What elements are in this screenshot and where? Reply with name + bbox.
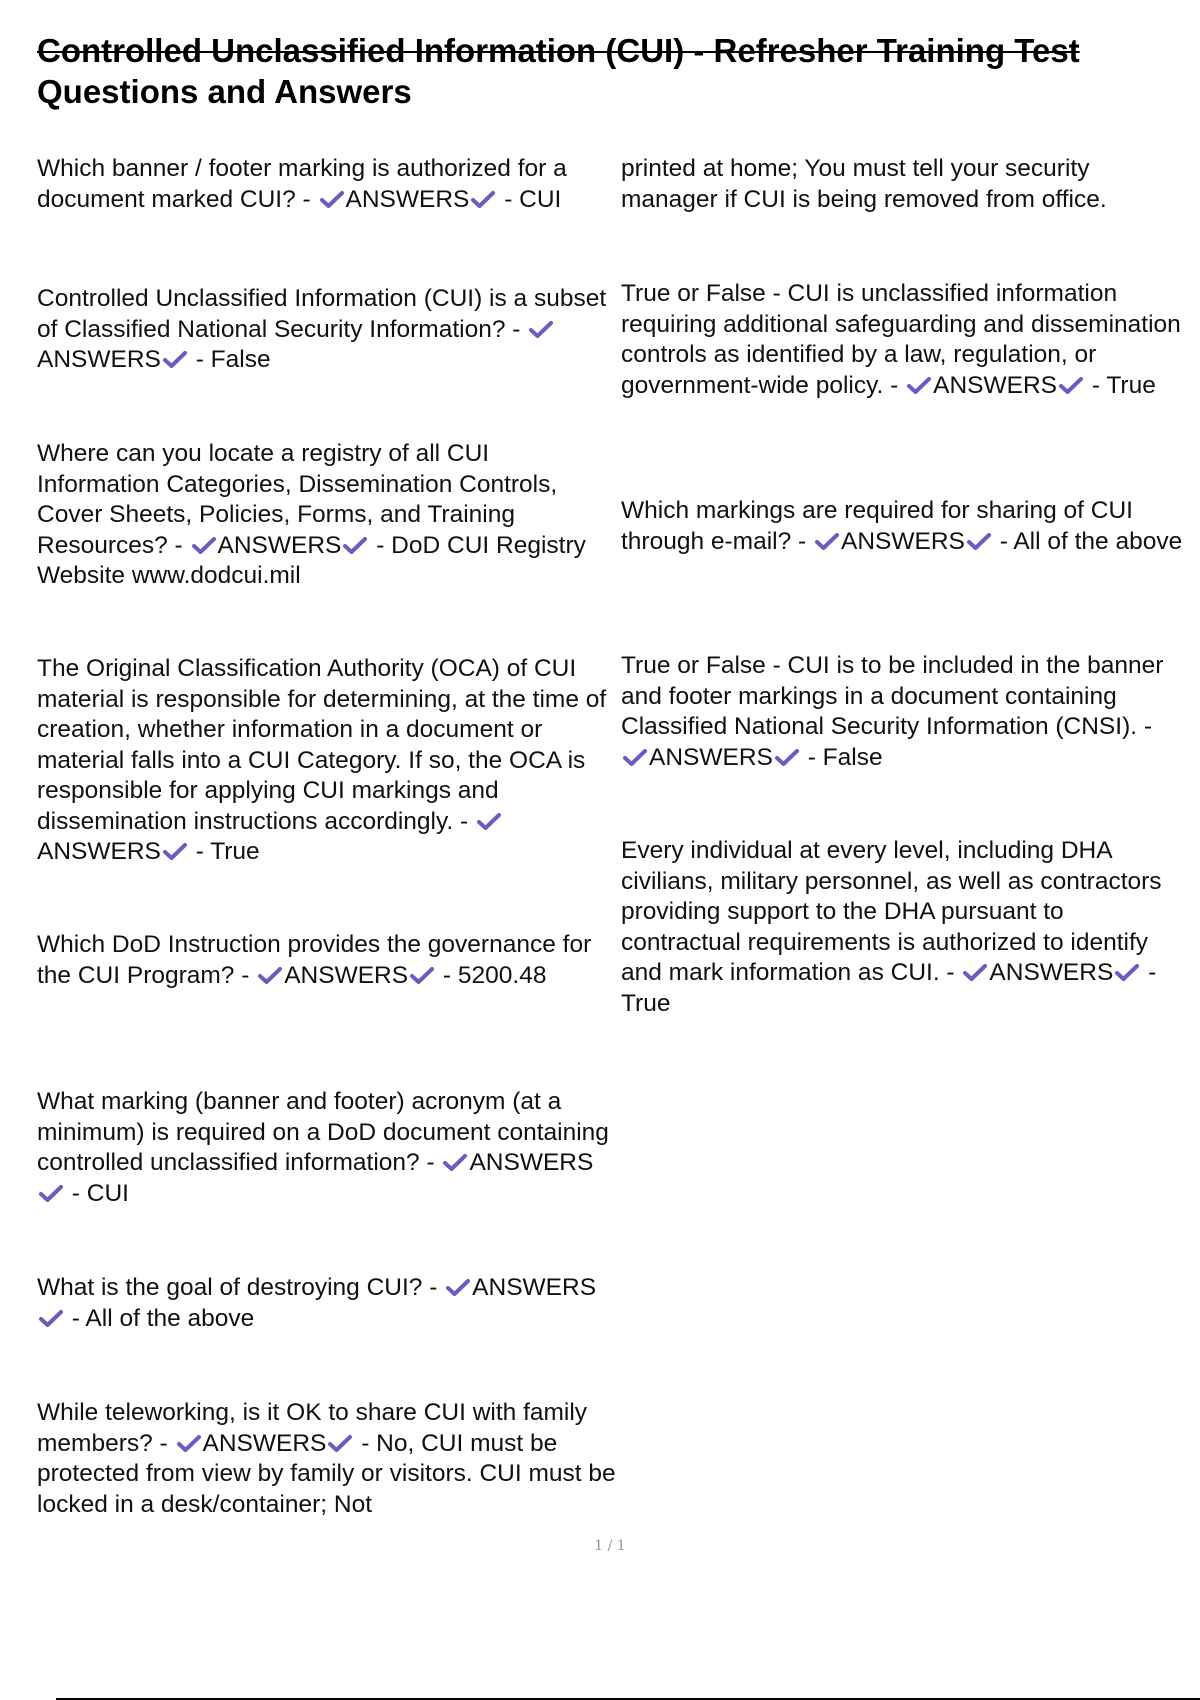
qa-item [37,1273,617,1334]
checkmark-icon [409,966,435,985]
checkmark-icon [774,748,800,767]
checkmark-icon [319,190,345,209]
page-number: 1 / 1 [594,1538,626,1554]
checkmark-icon [622,748,648,767]
qa-item [37,930,617,991]
checkmark-icon [162,350,188,369]
question-text: Which markings are required for sharing of CUI through e-mail? - [621,497,1133,555]
answer-text: - CUI [497,185,562,213]
checkmark-icon [528,320,554,339]
question-text: What is the goal of destroying CUI? - [37,1274,445,1301]
checkmark-icon [470,190,496,209]
answer-marker: ANSWERS [217,531,342,559]
answer-text: - CUI [65,1179,129,1207]
checkmark-icon [38,1184,64,1203]
checkmark-icon [1114,963,1140,982]
answer-marker: ANSWERS [345,185,470,213]
answer-marker: ANSWERS [37,838,161,865]
checkmark-icon [906,376,932,395]
answer-marker: ANSWERS [841,527,965,555]
checkmark-icon [476,812,502,831]
answer-text: - True [1085,371,1156,399]
checkmark-icon [1058,376,1084,395]
answer-marker: ANSWERS [469,1149,594,1176]
answer-marker: ANSWERS [284,961,409,989]
question-text: Controlled Unclassified Information (CUI) is a subset of Classified National Security Information? - [37,285,607,343]
answer-text: - All of the above [992,527,1183,555]
answer-marker: ANSWERS [649,743,773,771]
qa-item [621,279,1186,401]
question-text: Which banner / footer marking is authorized for a document marked CUI? - [37,155,567,213]
qa-item [621,836,1186,1019]
answer-text: - True [621,959,1157,1017]
answer-marker: ANSWERS [933,371,1058,399]
question-text: True or False - CUI is unclassified information requiring additional safeguarding and dissemination controls as identified by a law, regulation, or government-wide policy. - [621,280,1181,399]
checkmark-icon [814,532,840,551]
checkmark-icon [342,536,368,555]
qa-item [37,654,617,868]
qa-item [37,284,617,376]
checkmark-icon [327,1434,353,1453]
checkmark-icon [257,966,283,985]
question-text: True or False - CUI is to be included in the banner and footer markings in a document containing Classified National Security Information (CNSI). - [621,652,1164,740]
answer-text: - True [188,838,260,865]
qa-item [37,439,617,592]
answer-text: - All of the above [65,1304,255,1332]
checkmark-icon [162,842,188,861]
answer-text: - DoD CUI Registry Website www.dodcui.mil [37,531,586,589]
checkmark-icon [191,536,217,555]
answer-marker: ANSWERS [989,959,1114,986]
checkmark-icon [38,1309,64,1328]
answer-marker: ANSWERS [472,1274,597,1301]
title-rest-text: Questions and Answers [37,73,412,110]
qa-item-continuation [621,154,1186,215]
continuation-text: printed at home; You must tell your security manager if CUI is being removed from office. [621,155,1107,213]
title-struck-text: Controlled Unclassified Information (CUI) - Refresher Training Test [37,32,1080,69]
qa-item [621,651,1186,773]
qa-item [621,496,1186,557]
question-text: Which DoD Instruction provides the governance for the CUI Program? - [37,931,592,989]
checkmark-icon [962,963,988,982]
answer-marker: ANSWERS [37,346,161,373]
answer-text: - False [188,346,271,373]
qa-item [37,154,617,215]
checkmark-icon [966,532,992,551]
qa-item [37,1087,617,1209]
question-text: While teleworking, is it OK to share CUI with family members? - [37,1399,588,1457]
checkmark-icon [176,1434,202,1453]
checkmark-icon [445,1278,471,1297]
answer-text: - 5200.48 [436,961,547,989]
qa-item [37,1398,617,1520]
answer-text: - No, CUI must be protected from view by family or visitors. CUI must be locked in a desk/container; Not [37,1429,616,1518]
checkmark-icon [442,1153,468,1172]
answer-marker: ANSWERS [202,1429,327,1457]
question-text: Every individual at every level, including DHA civilians, military personnel, as well as contractors providing support to the DHA pursuant to contractual requirements is authorized to identify and mark information as CUI. - [621,837,1162,986]
document-title [37,30,1187,112]
question-text: What marking (banner and footer) acronym (at a minimum) is required on a DoD document containing controlled unclassified information? - [37,1088,609,1176]
question-text: The Original Classification Authority (OCA) of CUI material is responsible for determining, at the time of creation, whether information in a document or material falls into a CUI Category. If so, the OCA is responsible for applying CUI markings and dissemination instructions accordingly. - [37,655,607,835]
answer-text: - False [800,743,883,771]
question-text: Where can you locate a registry of all CUI Information Categories, Dissemination Controls, Cover Sheets, Policies, Forms, and Training Resources? - [37,440,558,559]
